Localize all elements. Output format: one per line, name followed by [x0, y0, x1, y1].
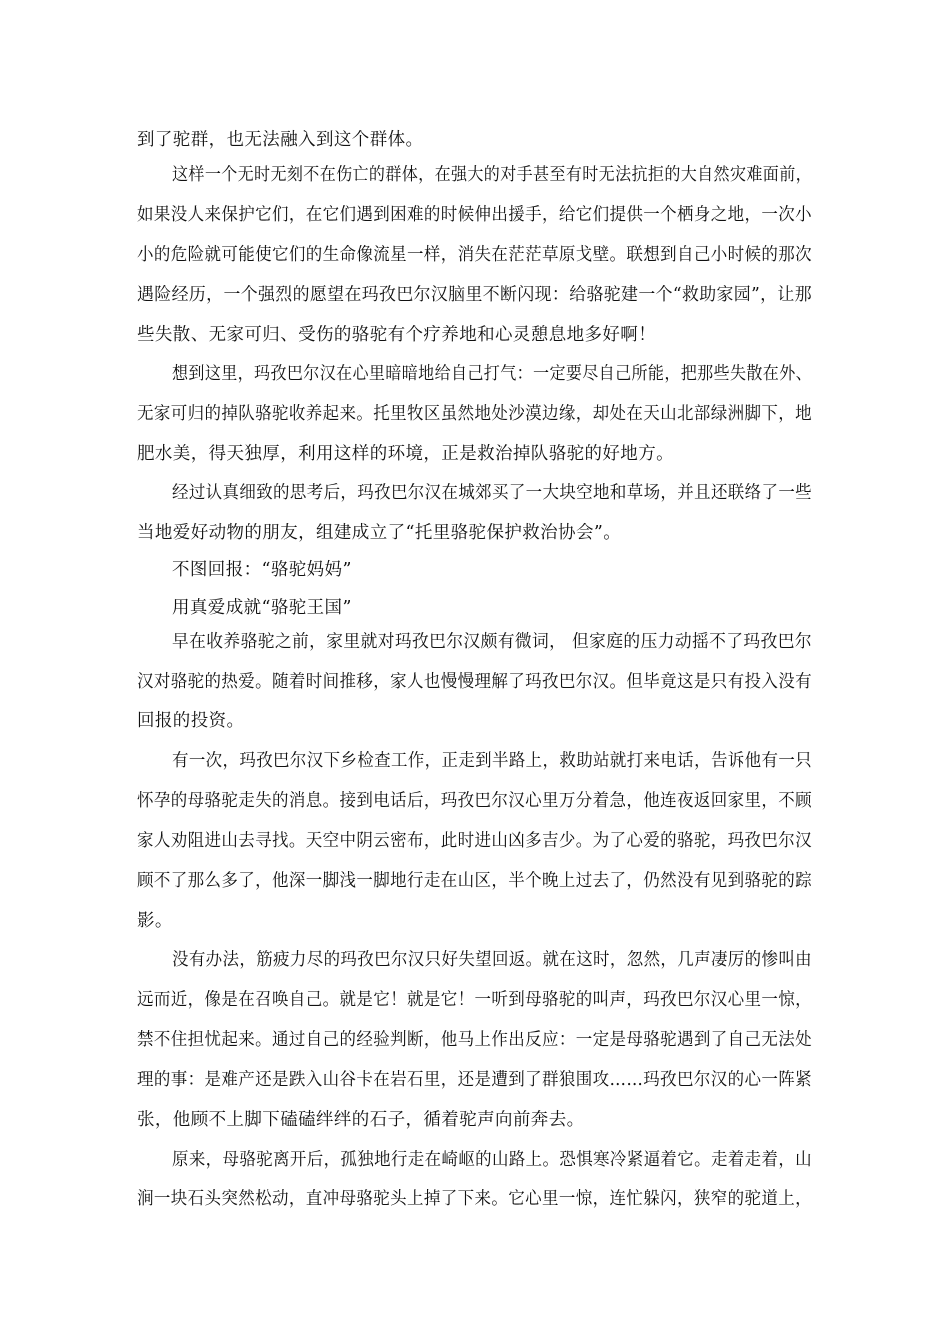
text-line [0, 1105, 950, 1135]
text-line [0, 746, 950, 776]
text-line [0, 439, 950, 469]
text-line-content: 禁不住担忧起来。通过自己的经验判断，他马上作出反应：一定是母骆驼遇到了自己无法处 [137, 1030, 812, 1050]
text-line-content: 怀孕的母骆驼走失的消息。接到电话后，玛孜巴尔汉心里万分着急，他连夜返回家里，不顾 [137, 791, 812, 811]
text-line-content: 涧一块石头突然松动，直冲母骆驼头上掉了下来。它心里一惊，连忙躲闪，狭窄的驼道上， [137, 1189, 812, 1209]
text-line-content: 到了驼群，也无法融入到这个群体。 [137, 130, 424, 150]
text-line-content: 这样一个无时无刻不在伤亡的群体，在强大的对手甚至有时无法抗拒的大自然灾难面前， [172, 165, 813, 185]
text-line-content: 有一次，玛孜巴尔汉下乡检查工作，正走到半路上，救助站就打来电话，告诉他有一只 [172, 751, 813, 771]
text-line-content: 远而近，像是在召唤自己。就是它！就是它！一听到母骆驼的叫声，玛孜巴尔汉心里一惊， [137, 990, 812, 1010]
text-line-content: 家人劝阻进山去寻找。天空中阴云密布，此时进山凶多吉少。为了心爱的骆驼，玛孜巴尔汉 [137, 831, 812, 851]
text-line [0, 160, 950, 190]
text-line-content: 如果没人来保护它们，在它们遇到困难的时候伸出援手，给它们提供一个栖身之地，一次小 [137, 205, 812, 225]
text-line [0, 1145, 950, 1175]
subheading [0, 593, 950, 623]
text-line-content: 些失散、无家可归、受伤的骆驼有个疗养地和心灵憩息地多好啊！ [137, 325, 657, 345]
text-line-content: 肥水美，得天独厚，利用这样的环境，正是救治掉队骆驼的好地方。 [137, 444, 674, 464]
subheading-content: 不图回报：“骆驼妈妈” [172, 560, 352, 580]
text-line [0, 478, 950, 508]
subheading [0, 555, 950, 585]
text-line-content: 没有办法，筋疲力尽的玛孜巴尔汉只好失望回返。就在这时，忽然，几声凄厉的惨叫由 [172, 950, 813, 970]
text-line [0, 786, 950, 816]
text-line-content: 汉对骆驼的热爱。随着时间推移，家人也慢慢理解了玛孜巴尔汉。但毕竟这是只有投入没有 [137, 672, 812, 692]
text-line [0, 1025, 950, 1055]
text-line-content: 回报的投资。 [137, 711, 245, 731]
text-line [0, 240, 950, 270]
text-line [0, 906, 950, 936]
text-line [0, 1065, 950, 1095]
text-line [0, 706, 950, 736]
text-line [0, 200, 950, 230]
subheading-content: 用真爱成就“骆驼王国” [172, 598, 352, 618]
text-line [0, 945, 950, 975]
text-line [0, 280, 950, 310]
text-line-content: 张，他顾不上脚下磕磕绊绊的石子，循着驼声向前奔去。 [137, 1110, 585, 1130]
text-line-content: 小的危险就可能使它们的生命像流星一样，消失在茫茫草原戈壁。联想到自己小时候的那次 [137, 245, 812, 265]
text-line-content: 想到这里，玛孜巴尔汉在心里暗暗地给自己打气：一定要尽自己所能，把那些失散在外、 [172, 364, 813, 384]
text-line-content: 原来，母骆驼离开后，孤独地行走在崎岖的山路上。恐惧寒冷紧逼着它。走着走着，山 [172, 1150, 813, 1170]
text-line-content: 影。 [137, 911, 173, 931]
text-line-content: 当地爱好动物的朋友，组建成立了“托里骆驼保护救治协会”。 [137, 523, 622, 543]
text-line [0, 985, 950, 1015]
text-line [0, 359, 950, 389]
text-line [0, 1184, 950, 1214]
text-line-content: 经过认真细致的思考后，玛孜巴尔汉在城郊买了一大块空地和草场，并且还联络了一些 [172, 483, 813, 503]
text-line-content: 遇险经历，一个强烈的愿望在玛孜巴尔汉脑里不断闪现：给骆驼建一个“救助家园”，让那 [137, 285, 812, 305]
text-line-content: 理的事：是难产还是跌入山谷卡在岩石里，还是遭到了群狼围攻……玛孜巴尔汉的心一阵紧 [137, 1070, 812, 1090]
text-line-content: 无家可归的掉队骆驼收养起来。托里牧区虽然地处沙漠边缘，却处在天山北部绿洲脚下，地 [137, 404, 812, 424]
text-line [0, 667, 950, 697]
text-line [0, 399, 950, 429]
text-line [0, 826, 950, 856]
text-line [0, 627, 950, 657]
text-line [0, 320, 950, 350]
text-line [0, 518, 950, 548]
text-line-content: 顾不了那么多了，他深一脚浅一脚地行走在山区，半个晚上过去了，仍然没有见到骆驼的踪 [137, 871, 812, 891]
text-line [0, 125, 950, 155]
text-line [0, 866, 950, 896]
text-line-content: 早在收养骆驼之前，家里就对玛孜巴尔汉颇有微词， 但家庭的压力动摇不了玛孜巴尔 [172, 632, 812, 652]
